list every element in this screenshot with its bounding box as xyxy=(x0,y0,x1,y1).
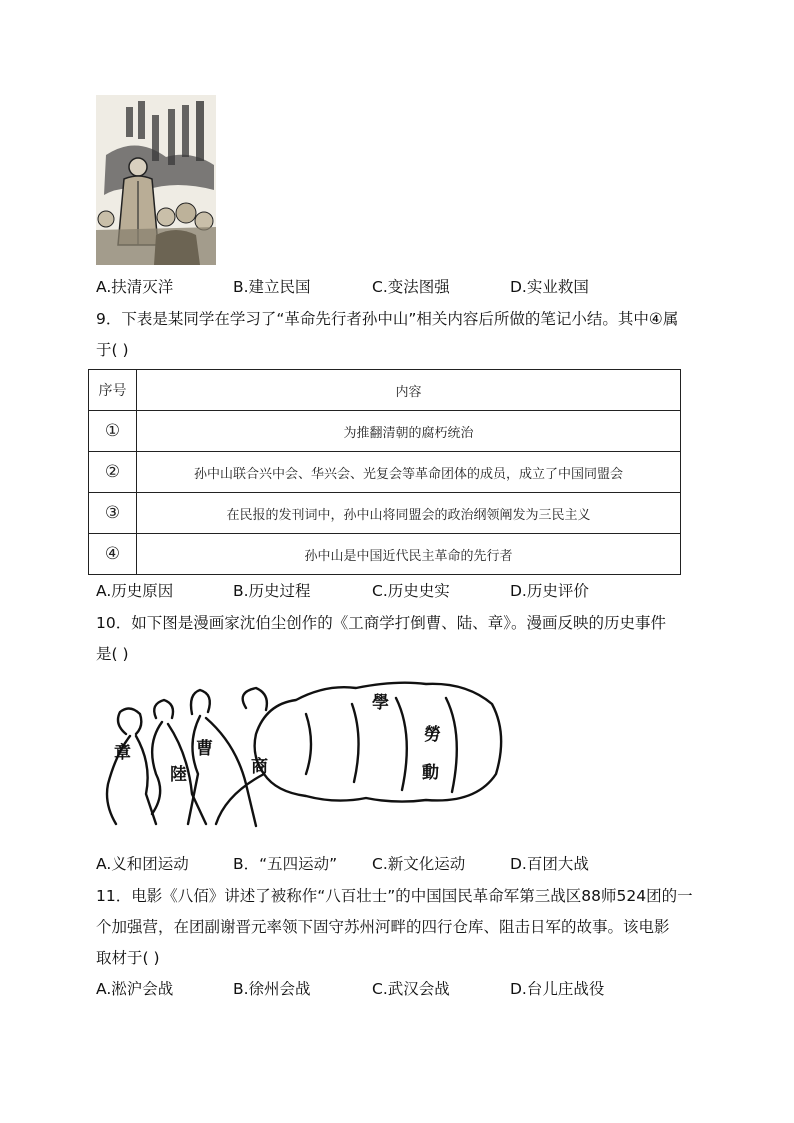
table-cell-index: ④ xyxy=(89,534,137,575)
table-cell-content: 孙中山是中国近代民主革命的先行者 xyxy=(137,534,681,575)
q8-illustration xyxy=(96,95,216,265)
table-row xyxy=(89,452,681,493)
q10-stem-line2: 是( ) xyxy=(96,645,129,663)
cartoon-label-lu: 陸 xyxy=(170,765,187,785)
q11-stem-line3: 取材于( ) xyxy=(96,949,160,967)
table-header-row xyxy=(89,370,681,411)
table-row xyxy=(89,493,681,534)
q9-option-d[interactable]: D.历史评价 xyxy=(510,582,589,600)
cartoon-label-xue: 學 xyxy=(372,693,389,713)
q9-option-c[interactable]: C.历史史实 xyxy=(372,582,450,600)
q9-stem-line1: 9．下表是某同学在学习了“革命先行者孙中山”相关内容后所做的笔记小结。其中④属 xyxy=(96,310,679,328)
q11-option-d[interactable]: D.台儿庄战役 xyxy=(510,980,605,998)
q11-option-c[interactable]: C.武汉会战 xyxy=(372,980,450,998)
q10-option-b[interactable]: B．“五四运动” xyxy=(233,855,338,873)
q10-option-d[interactable]: D.百团大战 xyxy=(510,855,589,873)
q9-notes-table xyxy=(88,369,681,575)
q9-option-a[interactable]: A.历史原因 xyxy=(96,582,174,600)
table-cell-index: ② xyxy=(89,452,137,493)
table-cell-index: ① xyxy=(89,411,137,452)
q8-option-d[interactable]: D.实业救国 xyxy=(510,278,589,296)
cartoon-label-cao: 曹 xyxy=(196,739,213,759)
cartoon-label-zhang: 章 xyxy=(114,743,131,763)
q11-option-b[interactable]: B.徐州会战 xyxy=(233,980,311,998)
q8-option-c[interactable]: C.变法图强 xyxy=(372,278,450,296)
q10-option-a[interactable]: A.义和团运动 xyxy=(96,855,189,873)
q10-cartoon xyxy=(96,674,508,840)
table-header-index: 序号 xyxy=(89,370,137,411)
q8-option-a[interactable]: A.扶清灭洋 xyxy=(96,278,174,296)
table-row xyxy=(89,411,681,452)
q9-option-b[interactable]: B.历史过程 xyxy=(233,582,311,600)
q8-option-b[interactable]: B.建立民国 xyxy=(233,278,311,296)
q9-stem-line2: 于( ) xyxy=(96,341,129,359)
cartoon-label-shang: 商 xyxy=(251,757,268,777)
table-cell-index: ③ xyxy=(89,493,137,534)
cartoon-label-dong: 動 xyxy=(422,763,439,783)
table-row xyxy=(89,534,681,575)
q10-stem-line1: 10．如下图是漫画家沈伯尘创作的《工商学打倒曹、陆、章》。漫画反映的历史事件 xyxy=(96,614,666,632)
q11-stem-line2: 个加强营，在团副谢晋元率领下固守苏州河畔的四行仓库、阻击日军的故事。该电影 xyxy=(96,918,670,936)
table-cell-content: 为推翻清朝的腐朽统治 xyxy=(137,411,681,452)
cartoon-label-lao: 勞 xyxy=(424,725,441,745)
table-header-content: 内容 xyxy=(137,370,681,411)
q11-stem-line1: 11．电影《八佰》讲述了被称作“八百壮士”的中国国民革命军第三战区88师524团的一 xyxy=(96,887,693,905)
table-cell-content: 孙中山联合兴中会、华兴会、光复会等革命团体的成员，成立了中国同盟会 xyxy=(137,452,681,493)
table-cell-content: 在民报的发刊词中，孙中山将同盟会的政治纲领阐发为三民主义 xyxy=(137,493,681,534)
q10-option-c[interactable]: C.新文化运动 xyxy=(372,855,466,873)
q11-option-a[interactable]: A.淞沪会战 xyxy=(96,980,174,998)
